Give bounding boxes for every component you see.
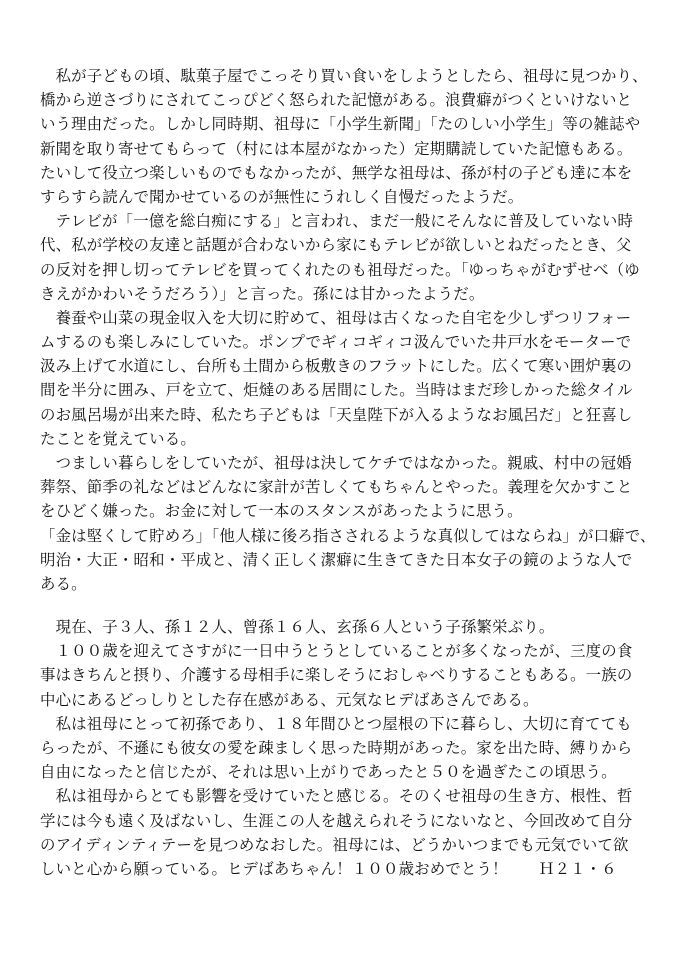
text-line: のお風呂場が出来た時、私たち子どもは「天皇陛下が入るようなお風呂だ」と狂喜し [40, 405, 633, 424]
text-line: たいして役立つ楽しいものでもなかったが、無学な祖母は、孫が村の子ども達に本を [40, 163, 633, 182]
text-line: すらすら読んで聞かせているのが無性にうれしく自慢だったようだ。 [40, 187, 524, 206]
text-line: らったが、不遜にも彼女の愛を疎ましく思った時期があった。家を出た時、縛りから [40, 738, 633, 757]
text-line: 「金は堅くして貯めろ」「他人様に後ろ指さされるような真似してはならね」が口癖で、 [40, 526, 656, 545]
text-line: 事はきちんと摂り、介護する母相手に楽しそうにおしゃべりすることもある。一族の [40, 666, 633, 685]
text-line: 明治・大正・昭和・平成と、清く正しく潔癖に生きてきた日本女子の鏡のような人で [40, 550, 633, 569]
text-line: ムするのも楽しみにしていた。ポンプでギィコギィコ汲んでいた井戸水をモーターで [40, 333, 632, 352]
text-line: １００歳を迎えてさすがに一日中うとうとしていることが多くなったが、三度の食 [40, 642, 633, 661]
text-line: いう理由だった。しかし同時期、祖母に「小学生新聞」「たのしい小学生」等の雑誌や [40, 115, 641, 134]
text-line: 橋から逆さづりにされてこっぴどく怒られた記憶がある。浪費癖がつくといけないと [40, 91, 633, 110]
text-line: ある。 [40, 574, 87, 593]
text-line: 新聞を取り寄せてもらって（村には本屋がなかった）定期購読していた記憶もある。 [40, 139, 633, 158]
text-line: のアイディンティテーを見つめなおした。祖母には、どうかいつまでも元気でいて欲 [40, 835, 629, 854]
text-line: 養蚕や山菜の現金収入を大切に貯めて、祖母は古くなった自宅を少しずつリフォー [40, 308, 632, 327]
text-line: 代、私が学校の友達と話題が合わないから家にもテレビが欲しいとねだったとき、父 [40, 236, 632, 255]
text-section-2 [40, 615, 660, 881]
text-line: 汲み上げて水道にし、台所も土間から板敷きのフラットにした。広くて寒い囲炉裏の [40, 357, 633, 376]
text-line: 葬祭、節季の礼などはどんなに家計が苦しくてもちゃんとやった。義理を欠かすこと [40, 478, 633, 497]
text-line: つましい暮らしをしていたが、祖母は決してケチではなかった。親戚、村中の冠婚 [40, 454, 632, 472]
text-line: 私は祖母にとって初孫であり、１８年間ひとつ屋根の下に暮らし、大切に育てても [40, 714, 632, 733]
text-line: の反対を押し切ってテレビを買ってくれたのも祖母だった。「ゆっちゃがむずせべ（ゆ [40, 260, 640, 279]
text-line: 現在、子３人、孫１２人、曾孫１６人、玄孫６人という子孫繁栄ぶり。 [40, 618, 555, 636]
text-line: 中心にあるどっしりとした存在感がある、元気なヒデばあさんである。 [40, 690, 539, 709]
text-line: しいと心から願っている。ヒデばあちゃん！１００歳おめでとう！ Ｈ２１・６ [40, 859, 617, 878]
text-line: たことを覚えている。 [40, 429, 196, 448]
text-section-1 [40, 64, 660, 596]
text-line: 私が子どもの頃、駄菓子屋でこっそり買い食いをしようとしたら、祖母に見つかり、 [40, 67, 648, 85]
text-line: 自由になったと信じたが、それは思い上がりであったと５０を過ぎたこの頃思う。 [40, 763, 617, 782]
text-line: をひどく嫌った。お金に対して一本のスタンスがあったように思う。 [40, 502, 523, 521]
text-line: 学には今も遠く及ばないし、生涯この人を越えられそうにないなと、今回改めて自分 [40, 811, 633, 830]
text-line: テレビが「一億を総白痴にする」と言われ、まだ一般にそんなに普及していない時 [40, 212, 634, 231]
text-line: きえがかわいそうだろう）」と言った。孫には甘かったようだ。 [40, 284, 485, 303]
text-line: 間を半分に囲み、戸を立て、炬燵のある居間にした。当時はまだ珍しかった総タイル [40, 381, 633, 400]
text-line: 私は祖母からとても影響を受けていたと感じる。そのくせ祖母の生き方、根性、哲 [40, 787, 633, 806]
